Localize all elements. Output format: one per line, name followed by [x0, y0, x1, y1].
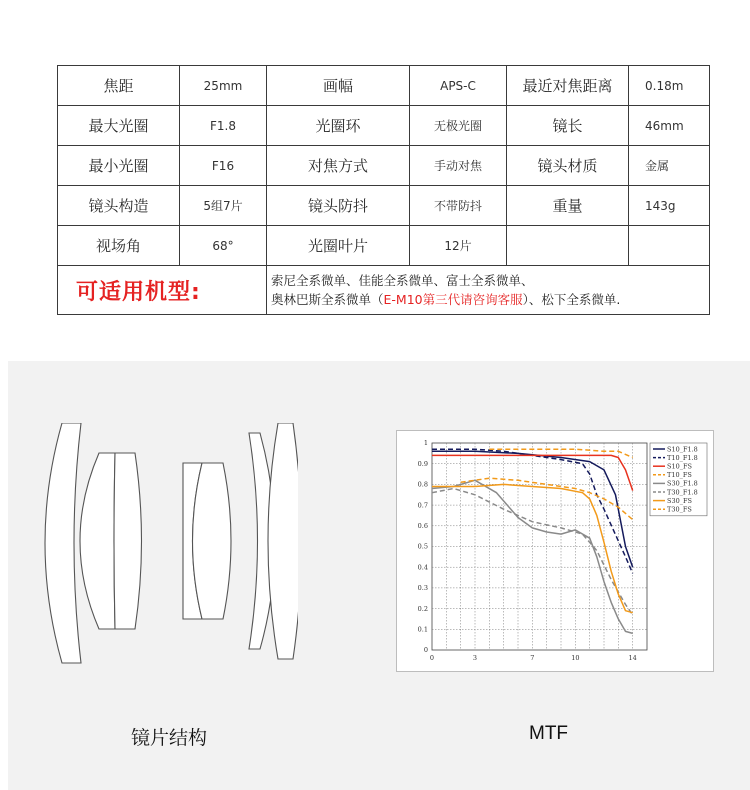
- spec-label: 镜头构造: [58, 186, 180, 226]
- spec-value: 手动对焦: [410, 146, 507, 186]
- spec-label: 镜头材质: [507, 146, 629, 186]
- compat-line-1: 索尼全系微单、佳能全系微单、富士全系微单、: [271, 273, 534, 288]
- legend-entry: S30_FS: [667, 496, 692, 505]
- y-tick-label: 0.7: [417, 501, 428, 510]
- compatible-models-row: [58, 266, 710, 315]
- compat-line-2-note: E-M10第三代请咨询客服: [383, 292, 523, 307]
- y-tick-label: 0: [423, 646, 428, 655]
- spec-row: [58, 106, 710, 146]
- spec-value: F16: [180, 146, 267, 186]
- y-tick-label: 1: [423, 439, 428, 448]
- spec-value: 无极光圈: [410, 106, 507, 146]
- spec-label: 画幅: [267, 66, 410, 106]
- spec-row: [58, 146, 710, 186]
- lens-element-3: [114, 453, 142, 629]
- spec-label: 焦距: [58, 66, 180, 106]
- spec-label: 光圈环: [267, 106, 410, 146]
- spec-label: 最小光圈: [58, 146, 180, 186]
- spec-value: 5组7片: [180, 186, 267, 226]
- spec-label: 对焦方式: [267, 146, 410, 186]
- spec-value: 143g: [629, 186, 710, 226]
- spec-value: APS-C: [410, 66, 507, 106]
- plot-frame: [432, 443, 647, 650]
- lens-element-5: [193, 463, 232, 619]
- lens-element-7: [268, 423, 298, 659]
- spec-label: [507, 226, 629, 266]
- spec-label: 重量: [507, 186, 629, 226]
- legend-entry: S10_FS: [667, 462, 692, 471]
- spec-value: 68°: [180, 226, 267, 266]
- legend-entry: S30_F1.8: [667, 479, 698, 488]
- y-tick-label: 0.6: [417, 522, 428, 530]
- spec-value: F1.8: [180, 106, 267, 146]
- spec-value: 12片: [410, 226, 507, 266]
- y-tick-label: 0.5: [417, 542, 428, 551]
- compatible-models-text: [267, 266, 710, 315]
- spec-row: [58, 186, 710, 226]
- legend-entry: T10_F1.8: [667, 453, 698, 462]
- legend-entry: T30_FS: [667, 505, 692, 514]
- x-tick-label: 0: [429, 654, 435, 662]
- lens-info-panel: [8, 361, 750, 790]
- legend-entry: T30_F1.8: [667, 488, 698, 497]
- x-tick-label: 14: [628, 654, 637, 662]
- spec-value: 25mm: [180, 66, 267, 106]
- spec-value: 0.18m: [629, 66, 710, 106]
- mtf-caption: MTF: [529, 723, 569, 744]
- lens-element-1: [45, 423, 81, 663]
- legend-entry: S10_F1.8: [667, 445, 698, 454]
- spec-value: 46mm: [629, 106, 710, 146]
- x-tick-label: 10: [571, 654, 580, 662]
- spec-row: [58, 226, 710, 266]
- x-tick-label: 7: [530, 654, 535, 662]
- y-tick-label: 0.2: [417, 604, 428, 613]
- y-tick-label: 0.4: [417, 563, 428, 572]
- lens-element-2: [80, 453, 115, 629]
- spec-label: 视场角: [58, 226, 180, 266]
- spec-value: 不带防抖: [410, 186, 507, 226]
- spec-value: [629, 226, 710, 266]
- compatible-models-title: 可适用机型:: [58, 266, 267, 315]
- x-tick-label: 3: [472, 654, 478, 662]
- mtf-legend: [650, 443, 707, 516]
- spec-value: 金属: [629, 146, 710, 186]
- mtf-grid: [432, 443, 647, 650]
- lens-structure-diagram: [38, 423, 298, 683]
- spec-label: 最大光圈: [58, 106, 180, 146]
- y-tick-label: 0.9: [417, 459, 428, 468]
- legend-entry: T10_FS: [667, 471, 692, 480]
- spec-table: [57, 65, 710, 315]
- spec-label: 光圈叶片: [267, 226, 410, 266]
- mtf-chart: [396, 430, 714, 672]
- y-tick-label: 0.3: [417, 584, 428, 593]
- spec-label: 镜长: [507, 106, 629, 146]
- mtf-chart-svg: [397, 431, 713, 671]
- y-tick-label: 0.8: [417, 480, 428, 489]
- lens-structure-caption: 镜片结构: [131, 728, 208, 749]
- compat-line-2-before: 奥林巴斯全系微单（: [271, 292, 384, 307]
- spec-label: 镜头防抖: [267, 186, 410, 226]
- compat-line-2-after: ）、松下全系微单.: [522, 292, 621, 307]
- y-tick-label: 0.1: [417, 625, 428, 634]
- spec-row: [58, 66, 710, 106]
- spec-label: 最近对焦距离: [507, 66, 629, 106]
